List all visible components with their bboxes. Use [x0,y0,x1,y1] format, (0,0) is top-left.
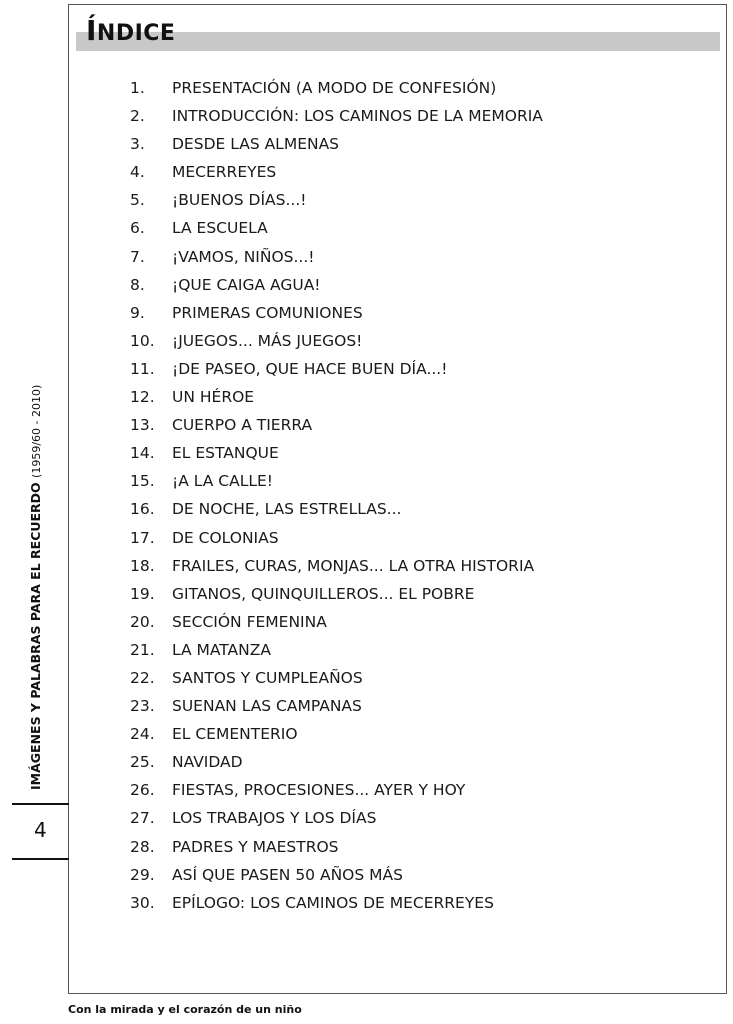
toc-entry-title: ¡BUENOS DÍAS...! [172,191,307,210]
toc-entry-title: FRAILES, CURAS, MONJAS... LA OTRA HISTORIA [172,556,535,575]
toc-entry-title: ¡JUEGOS... MÁS JUEGOS! [172,331,363,350]
toc-entry-title: SECCIÓN FEMENINA [172,612,327,631]
toc-entry-title: DE COLONIAS [172,528,279,547]
spine-book-title: IMÁGENES Y PALABRAS PARA EL RECUERDO [28,482,43,790]
toc-entry-number: 30. [130,893,155,912]
toc-entry-title: PADRES Y MAESTROS [172,837,339,856]
toc-entry [130,76,543,104]
toc-entry [130,160,543,188]
toc-entry-title: EL ESTANQUE [172,444,279,463]
toc-entry-number: 16. [130,500,155,519]
toc-entry-title: UN HÉROE [172,388,255,407]
toc-entry [130,610,543,638]
toc-entry-title: DESDE LAS ALMENAS [172,135,340,154]
toc-entry [130,441,543,469]
toc-entry [130,469,543,497]
toc-entry-title: NAVIDAD [172,753,243,772]
toc-entry [130,750,543,778]
toc-entry-number: 10. [130,331,155,350]
toc-entry-number: 1. [130,79,145,97]
toc-entry-number: 18. [130,556,155,575]
toc-entry [130,722,543,750]
toc-entry-number: 27. [130,809,155,828]
page-number-rule-bottom [12,858,69,860]
toc-entry-number: 22. [130,668,155,687]
spine-title [28,385,43,790]
toc-entry-number: 2. [130,107,145,126]
toc-entry-number: 20. [130,612,155,631]
toc-entry-title: MECERREYES [172,163,277,182]
toc-entry-number: 21. [130,640,155,659]
toc-entry-number: 8. [130,275,145,294]
toc-entry-number: 13. [130,416,155,435]
page-title [86,14,175,47]
toc-entry-title: INTRODUCCIÓN: LOS CAMINOS DE LA MEMORIA [172,107,543,126]
toc-entry [130,104,543,132]
toc-entry-number: 15. [130,472,155,491]
toc-entry-number: 19. [130,584,155,603]
toc-entry [130,554,543,582]
toc-entry [130,806,543,834]
toc-entry-title: PRESENTACIÓN (A MODO DE CONFESIÓN) [172,79,497,97]
toc-entry [130,188,543,216]
toc-entry-number: 29. [130,865,155,884]
toc-entry [130,301,543,329]
toc-entry-number: 25. [130,753,155,772]
toc-entry [130,582,543,610]
toc-entry-title: LA MATANZA [172,640,271,659]
toc-entry-title: EPÍLOGO: LOS CAMINOS DE MECERREYES [172,893,494,912]
toc-entry-title: FIESTAS, PROCESIONES... AYER Y HOY [172,781,466,800]
page-title-initial: Í [86,14,97,47]
toc-entry-title: LA ESCUELA [172,219,268,238]
toc-entry-number: 23. [130,697,155,716]
toc-entry [130,497,543,525]
toc-entry [130,863,543,891]
footer-text: Con la mirada y el corazón de un niño [68,1003,302,1016]
toc-entry-title: ASÍ QUE PASEN 50 AÑOS MÁS [172,865,403,884]
toc-entry [130,357,543,385]
toc-entry-title: ¡A LA CALLE! [172,472,273,491]
toc-entry-number: 11. [130,359,155,378]
toc-entry [130,891,543,919]
toc-entry-title: ¡QUE CAIGA AGUA! [172,275,321,294]
toc-entry-number: 28. [130,837,155,856]
toc-entry [130,413,543,441]
toc-entry-title: SUENAN LAS CAMPANAS [172,697,362,716]
toc-entry-number: 5. [130,191,145,210]
spine-years: (1959/60 - 2010) [30,384,43,478]
toc-entry-number: 3. [130,135,145,154]
toc-entry [130,778,543,806]
toc-entry-title: DE NOCHE, LAS ESTRELLAS... [172,500,402,519]
toc-entry [130,245,543,273]
toc-entry [130,273,543,301]
toc-entry-title: SANTOS Y CUMPLEAÑOS [172,668,363,687]
toc-entry [130,526,543,554]
toc-entry-number: 24. [130,725,155,744]
page-number: 4 [34,818,47,842]
toc-entry-number: 14. [130,444,155,463]
toc-entry [130,216,543,244]
toc-entry-number: 12. [130,388,155,407]
page-title-rest: NDICE [96,21,176,46]
page-number-rule-top [12,803,69,805]
toc-entry-title: ¡VAMOS, NIÑOS...! [172,247,315,266]
toc-entry [130,835,543,863]
toc-entry [130,638,543,666]
toc-entry-title: PRIMERAS COMUNIONES [172,303,363,322]
toc-entry-title: ¡DE PASEO, QUE HACE BUEN DÍA...! [172,359,448,378]
table-of-contents [130,76,543,919]
toc-entry-title: GITANOS, QUINQUILLEROS... EL POBRE [172,584,475,603]
toc-entry-number: 4. [130,163,145,182]
toc-entry [130,132,543,160]
toc-entry [130,694,543,722]
toc-entry [130,329,543,357]
toc-entry-title: CUERPO A TIERRA [172,416,313,435]
toc-entry-number: 7. [130,247,145,266]
toc-entry-number: 17. [130,528,155,547]
toc-entry [130,385,543,413]
toc-entry-number: 6. [130,219,145,238]
toc-entry [130,666,543,694]
toc-entry-number: 26. [130,781,155,800]
toc-entry-number: 9. [130,303,145,322]
toc-entry-title: LOS TRABAJOS Y LOS DÍAS [172,809,377,828]
toc-entry-title: EL CEMENTERIO [172,725,298,744]
